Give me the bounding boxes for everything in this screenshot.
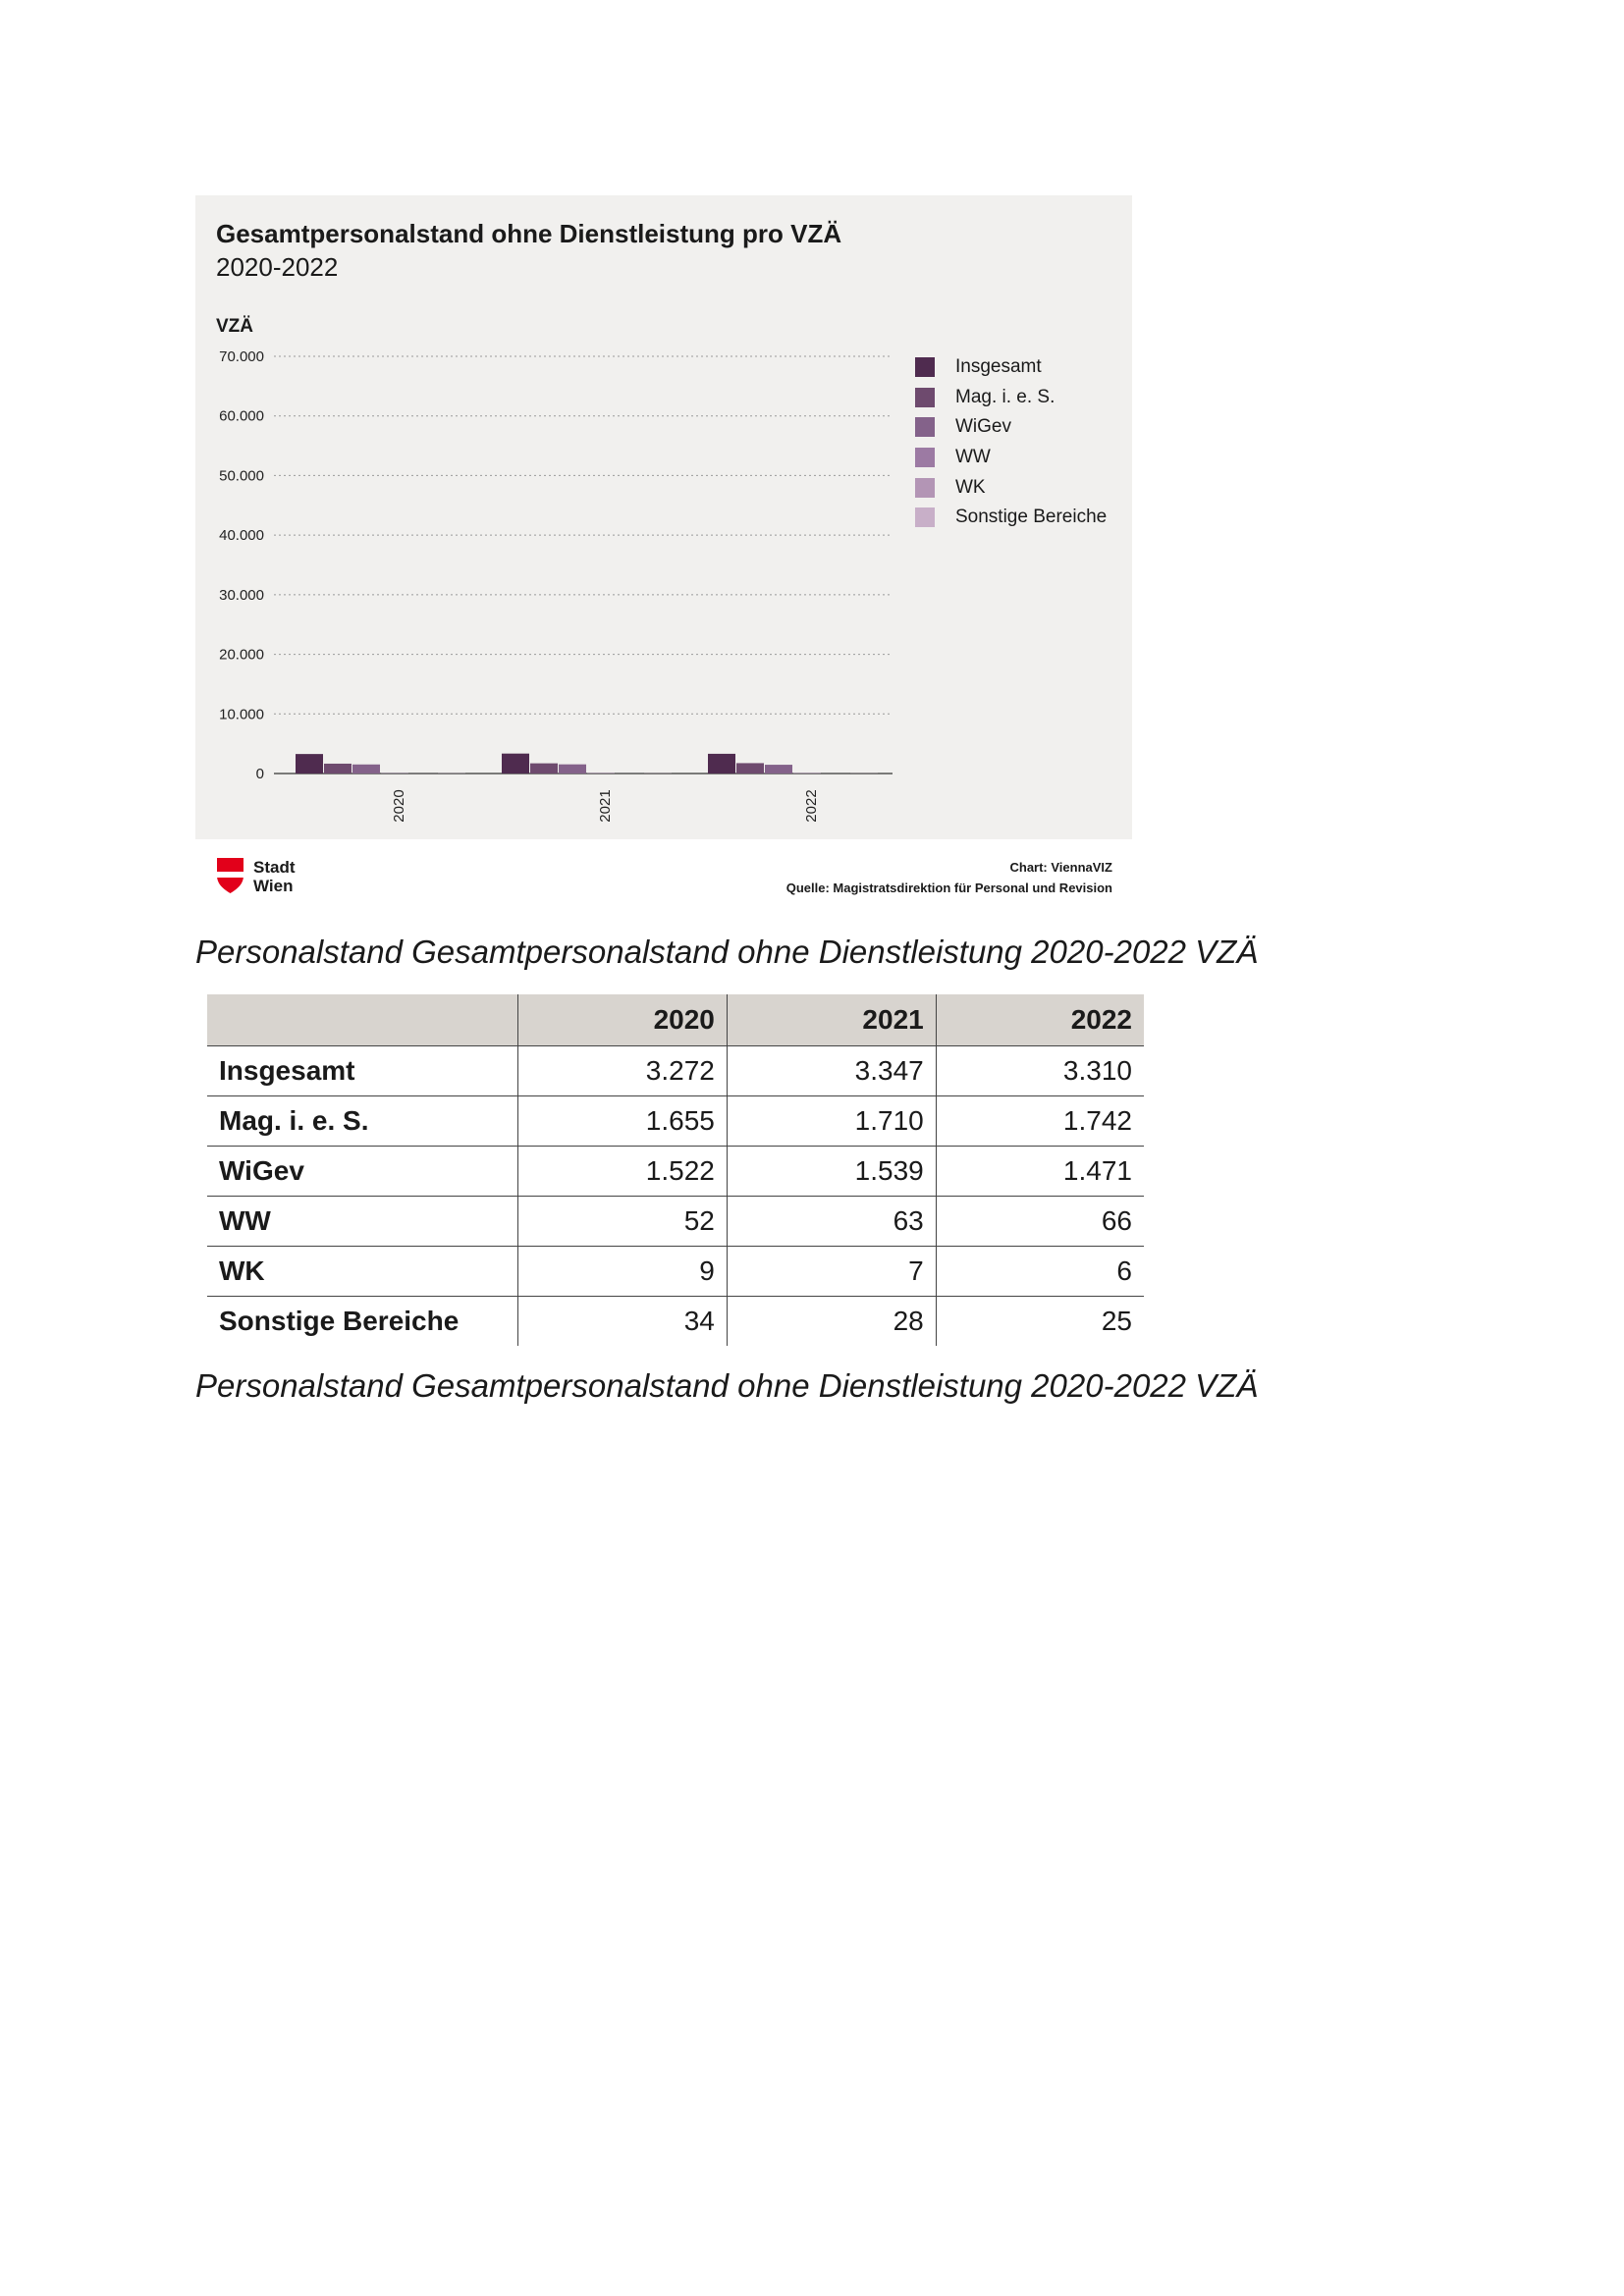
legend-swatch (915, 478, 935, 498)
bar (765, 765, 792, 774)
table-row (207, 1197, 1144, 1247)
legend-item (915, 352, 1107, 383)
table-cell: 66 (936, 1197, 1144, 1247)
table-cell: 3.310 (936, 1046, 1144, 1096)
x-tick-label: 2020 (391, 789, 407, 823)
source-credit: Quelle: Magistratsdirektion für Personal und Revision (785, 881, 1112, 895)
table-caption: Personalstand Gesamtpersonalstand ohne Dienstleistung 2020-2022 VZÄ (195, 1367, 1259, 1404)
table-cell: 9 (518, 1247, 728, 1297)
table-cell: 28 (727, 1297, 936, 1347)
legend-label: WiGev (955, 416, 1011, 438)
table-header-cell: 2020 (518, 994, 728, 1046)
table-cell: 1.742 (936, 1096, 1144, 1147)
logo-text (253, 858, 296, 895)
table-row-label: WK (207, 1247, 518, 1297)
table-cell: 25 (936, 1297, 1144, 1347)
table-cell: 63 (727, 1197, 936, 1247)
table-cell: 1.655 (518, 1096, 728, 1147)
legend-label: WW (955, 447, 991, 468)
legend-swatch (915, 507, 935, 527)
legend-label: WK (955, 476, 986, 498)
legend-item (915, 443, 1107, 473)
y-tick-label: 60.000 (219, 407, 264, 425)
table-cell: 1.522 (518, 1147, 728, 1197)
table-cell: 7 (727, 1247, 936, 1297)
chart-credit: Chart: ViennaVIZ (1009, 860, 1112, 875)
table-cell: 1.710 (727, 1096, 936, 1147)
data-table (207, 994, 1144, 1346)
table-row-label: Mag. i. e. S. (207, 1096, 518, 1147)
chart-caption: Personalstand Gesamtpersonalstand ohne Dienstleistung 2020-2022 VZÄ (195, 934, 1259, 970)
y-tick-label: 0 (255, 766, 264, 782)
table-row (207, 1046, 1144, 1096)
bar (530, 764, 558, 774)
table-cell: 1.539 (727, 1147, 936, 1197)
table-row (207, 1297, 1144, 1347)
y-tick-label: 40.000 (219, 527, 264, 545)
table-header-row (207, 994, 1144, 1046)
bar (324, 764, 352, 774)
table-cell: 1.471 (936, 1147, 1144, 1197)
logo-text-line1: Stadt (253, 858, 296, 877)
bar (352, 765, 380, 774)
table-row-label: WW (207, 1197, 518, 1247)
stadt-wien-logo (217, 858, 305, 897)
legend-item (915, 383, 1107, 413)
legend-label: Insgesamt (955, 356, 1042, 378)
legend-swatch (915, 417, 935, 437)
bar (502, 754, 529, 774)
chart-footer (195, 854, 1112, 903)
table-row-label: Sonstige Bereiche (207, 1297, 518, 1347)
table-cell: 34 (518, 1297, 728, 1347)
table-row (207, 1147, 1144, 1197)
x-tick-label: 2021 (597, 789, 614, 823)
chart-legend (915, 352, 1107, 533)
table-row-label: Insgesamt (207, 1046, 518, 1096)
x-tick-label: 2022 (803, 789, 820, 823)
bar (296, 754, 323, 774)
table-cell: 3.347 (727, 1046, 936, 1096)
legend-label: Sonstige Bereiche (955, 507, 1108, 528)
y-tick-label: 30.000 (219, 586, 264, 604)
table-row (207, 1247, 1144, 1297)
table-row (207, 1096, 1144, 1147)
table-cell: 6 (936, 1247, 1144, 1297)
legend-swatch (915, 448, 935, 467)
chart-panel (195, 195, 1132, 839)
chart-title: Gesamtpersonalstand ohne Dienstleistung pro VZÄ (216, 219, 842, 248)
logo-text-line2: Wien (253, 877, 294, 895)
table-header-cell: 2022 (936, 994, 1144, 1046)
legend-swatch (915, 357, 935, 377)
table-row-label: WiGev (207, 1147, 518, 1197)
legend-swatch (915, 388, 935, 407)
y-tick-label: 70.000 (219, 348, 264, 365)
legend-label: Mag. i. e. S. (955, 386, 1056, 407)
table-header-cell: 2021 (727, 994, 936, 1046)
y-axis-label: VZÄ (216, 316, 253, 337)
table-cell: 52 (518, 1197, 728, 1247)
y-tick-label: 10.000 (219, 706, 264, 723)
bar (736, 763, 764, 774)
legend-item (915, 503, 1107, 533)
y-tick-label: 20.000 (219, 646, 264, 664)
chart-subtitle: 2020-2022 (216, 252, 339, 282)
table-header-cell (207, 994, 518, 1046)
vienna-shield-icon (217, 858, 244, 893)
legend-item (915, 412, 1107, 443)
y-tick-label: 50.000 (219, 467, 264, 485)
table-cell: 3.272 (518, 1046, 728, 1096)
bar (559, 765, 586, 774)
bar (708, 754, 735, 774)
legend-item (915, 472, 1107, 503)
